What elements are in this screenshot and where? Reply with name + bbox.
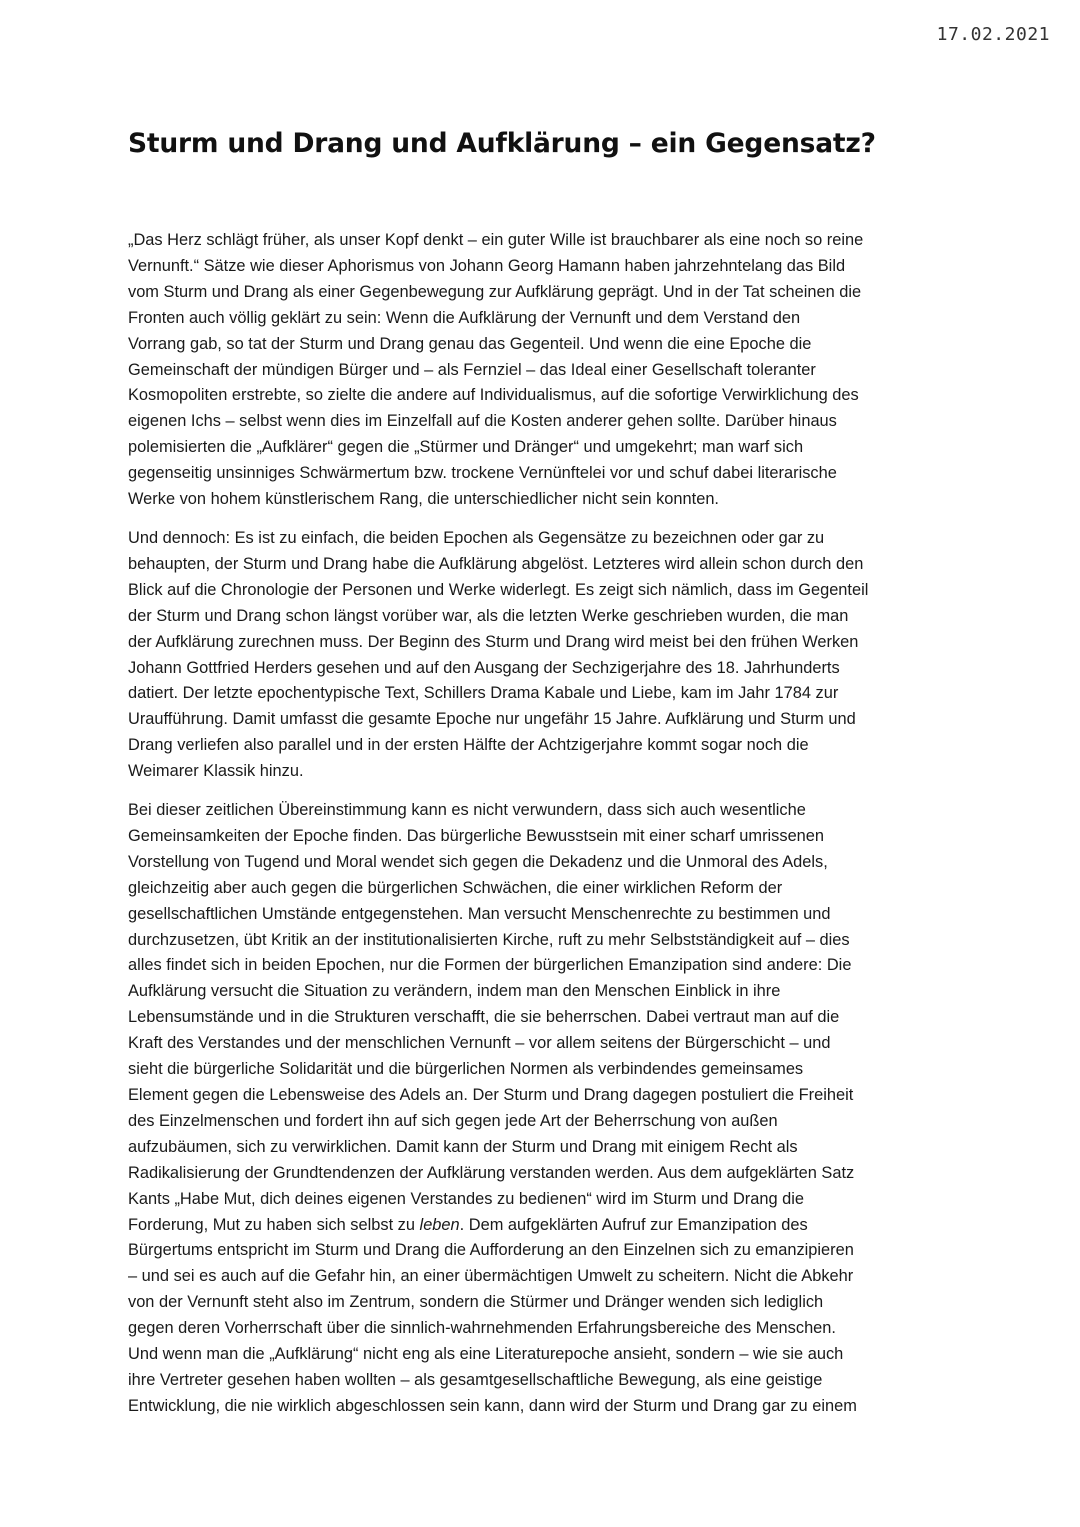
text-line: Lebensumstände und in die Strukturen verschafft, die sie beherrschen. Dabei vertraut man auf die: [128, 1008, 840, 1027]
text-line: alles findet sich in beiden Epochen, nur die Formen der bürgerlichen Emanzipation sind andere: Die: [128, 956, 852, 975]
text-line: Gemeinsamkeiten der Epoche finden. Das bürgerliche Bewusstsein mit einer scharf umrissenen: [128, 826, 825, 845]
text-line: Entwicklung, die nie wirklich abgeschlossen sein kann, dann wird der Sturm und Drang gar zu einem: [128, 1396, 857, 1415]
text-line: Bei dieser zeitlichen Übereinstimmung kann es nicht verwundern, dass sich auch wesentliche: [128, 801, 806, 820]
text-line: gleichzeitig aber auch gegen die bürgerlichen Schwächen, die einer wirklichen Reform der: [128, 878, 783, 897]
text-line: des Einzelmenschen und fordert ihn auf sich gegen jede Art der Beherrschung von außen: [128, 1111, 778, 1130]
text-line: Drang verliefen also parallel und in der ersten Hälfte der Achtzigerjahre kommt sogar noch die: [128, 736, 809, 755]
text-line: Radikalisierung der Grundtendenzen der Aufklärung verstanden werden. Aus dem aufgeklärten Satz: [128, 1163, 855, 1182]
text-line: Bürgertums entspricht im Sturm und Drang die Aufforderung an den Einzelnen sich zu emanzipieren: [128, 1241, 854, 1260]
text-line: Kants „Habe Mut, dich deines eigenen Verstandes zu bedienen“ wird im Sturm und Drang die: [128, 1189, 805, 1208]
text-line-with-emphasis: [128, 1213, 958, 1239]
text-line: aufzubäumen, sich zu verwirklichen. Damit kann der Sturm und Drang mit einigem Recht als: [128, 1137, 798, 1156]
text-line: Vorrang gab, so tat der Sturm und Drang genau das Gegenteil. Und wenn die eine Epoche die: [128, 334, 812, 353]
paragraph-1: [128, 228, 958, 513]
text-line: behaupten, der Sturm und Drang habe die Aufklärung abgelöst. Letzteres wird allein schon durch den: [128, 554, 864, 573]
text-line: Gemeinschaft der mündigen Bürger und – als Fernziel – das Ideal einer Gesellschaft toleranter: [128, 360, 816, 379]
text-line: sieht die bürgerliche Solidarität und die bürgerlichen Normen als verbindendes gemeinsames: [128, 1060, 804, 1079]
text-line: Uraufführung. Damit umfasst die gesamte Epoche nur ungefähr 15 Jahre. Aufklärung und Sturm und: [128, 710, 856, 729]
text-line: durchzusetzen, übt Kritik an der institutionalisierten Kirche, ruft zu mehr Selbstständigkeit auf – dies: [128, 930, 850, 949]
text-line: Kosmopoliten erstrebte, so zielte die andere auf Individualismus, auf die sofortige Verwirklichung des: [128, 386, 859, 405]
document-title: Sturm und Drang und Aufklärung – ein Gegensatz?: [128, 128, 876, 159]
text-line: Johann Gottfried Herders gesehen und auf den Ausgang der Sechzigerjahre des 18. Jahrhunderts: [128, 658, 840, 677]
text-line: eigenen Ichs – selbst wenn dies im Einzelfall auf die Kosten anderer gehen sollte. Darüber hinaus: [128, 412, 837, 431]
text-line: Und wenn man die „Aufklärung“ nicht eng als eine Literaturepoche ansieht, sondern – wie sie auch: [128, 1345, 844, 1364]
text-line: Blick auf die Chronologie der Personen und Werke widerlegt. Es zeigt sich nämlich, dass im Gegenteil: [128, 580, 869, 599]
text-line: gegen deren Vorherrschaft über die sinnlich-wahrnehmenden Erfahrungsbereiche des Menschen.: [128, 1319, 836, 1338]
paragraph-3: [128, 798, 958, 1420]
text-line: – und sei es auch auf die Gefahr hin, an einer übermächtigen Umwelt zu scheitern. Nicht die Abkehr: [128, 1267, 854, 1286]
document-body: [128, 228, 958, 1433]
text-line: Element gegen die Lebensweise des Adels an. Der Sturm und Drang dagegen postuliert die Freiheit: [128, 1086, 854, 1104]
text-line: Weimarer Klassik hinzu.: [128, 762, 304, 781]
text-line: Aufklärung versucht die Situation zu verändern, indem man den Menschen Einblick in ihre: [128, 982, 781, 1001]
text-line: gegenseitig unsinniges Schwärmertum bzw. trockene Vernünftelei vor und schuf dabei literarische: [128, 464, 837, 483]
document-date: 17.02.2021: [936, 24, 1050, 45]
text-line: vom Sturm und Drang als einer Gegenbewegung zur Aufklärung geprägt. Und in der Tat scheinen die: [128, 282, 862, 301]
text-line: Werke von hohem künstlerischem Rang, die unterschiedlicher nicht sein konnten.: [128, 490, 719, 509]
paragraph-2: [128, 526, 958, 785]
text-line: der Sturm und Drang schon längst vorüber war, als die letzten Werke geschrieben wurden, die man: [128, 606, 849, 625]
text-line: gesellschaftlichen Umstände entgegenstehen. Man versucht Menschenrechte zu bestimmen und: [128, 904, 831, 923]
text-line: polemisierten die „Aufklärer“ gegen die „Stürmer und Dränger“ und umgekehrt; man warf sich: [128, 438, 804, 457]
text-line: Kraft des Verstandes und der menschlichen Vernunft – vor allem seitens der Bürgerschicht – und: [128, 1034, 831, 1053]
text-line: ihre Vertreter gesehen haben wollten – als gesamtgesellschaftliche Bewegung, als eine geistige: [128, 1370, 823, 1389]
text-segment: Forderung, Mut zu haben sich selbst zu: [128, 1215, 420, 1234]
text-line: „Das Herz schlägt früher, als unser Kopf denkt – ein guter Wille ist brauchbarer als eine noch so reine: [128, 231, 864, 249]
text-segment: . Dem aufgeklärten Aufruf zur Emanzipation des: [459, 1215, 808, 1234]
text-line: von der Vernunft steht also im Zentrum, sondern die Stürmer und Dränger wenden sich lediglich: [128, 1293, 824, 1312]
text-line: Und dennoch: Es ist zu einfach, die beiden Epochen als Gegensätze zu bezeichnen oder gar zu: [128, 528, 825, 547]
text-line: Fronten auch völlig geklärt zu sein: Wenn die Aufklärung der Vernunft und dem Verstand den: [128, 308, 801, 327]
emphasized-word: leben: [419, 1215, 460, 1234]
text-line: Vernunft.“ Sätze wie dieser Aphorismus von Johann Georg Hamann haben jahrzehntelang das Bild: [128, 256, 846, 275]
text-line: datiert. Der letzte epochentypische Text, Schillers Drama Kabale und Liebe, kam im Jahr 1784 zur: [128, 684, 839, 703]
text-line: Vorstellung von Tugend und Moral wendet sich gegen die Dekadenz und die Unmoral des Adels,: [128, 852, 828, 871]
text-line: der Aufklärung zurechnen muss. Der Beginn des Sturm und Drang wird meist bei den frühen Werken: [128, 632, 859, 651]
